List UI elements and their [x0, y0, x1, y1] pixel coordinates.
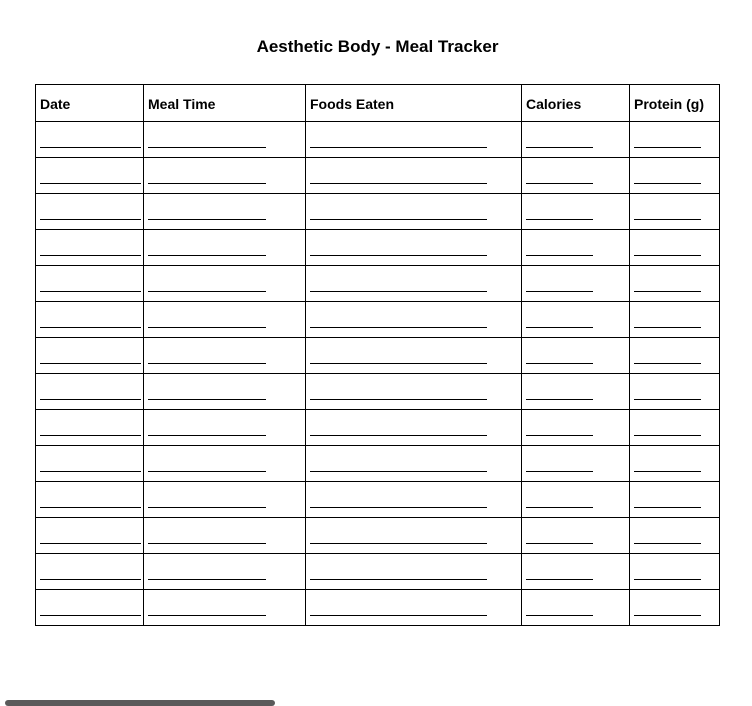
- fill-in-line: [526, 435, 593, 436]
- fill-in-line: [310, 363, 487, 364]
- cell-date[interactable]: [36, 158, 144, 194]
- column-header-foods-eaten: Foods Eaten: [306, 85, 522, 122]
- cell-protein[interactable]: [630, 194, 720, 230]
- cell-foods-eaten[interactable]: [306, 590, 522, 626]
- table-row: [36, 518, 720, 554]
- cell-date[interactable]: [36, 302, 144, 338]
- cell-foods-eaten[interactable]: [306, 302, 522, 338]
- cell-calories[interactable]: [522, 554, 630, 590]
- table-row: [36, 446, 720, 482]
- fill-in-line: [526, 615, 593, 616]
- fill-in-line: [634, 615, 701, 616]
- table-row: [36, 590, 720, 626]
- fill-in-line: [310, 399, 487, 400]
- fill-in-line: [634, 291, 701, 292]
- cell-foods-eaten[interactable]: [306, 194, 522, 230]
- fill-in-line: [310, 183, 487, 184]
- fill-in-line: [40, 399, 141, 400]
- cell-date[interactable]: [36, 446, 144, 482]
- fill-in-line: [148, 363, 266, 364]
- cell-calories[interactable]: [522, 122, 630, 158]
- fill-in-line: [526, 507, 593, 508]
- cell-date[interactable]: [36, 266, 144, 302]
- fill-in-line: [526, 399, 593, 400]
- table-row: [36, 158, 720, 194]
- meal-tracker-table: [35, 84, 720, 626]
- fill-in-line: [40, 435, 141, 436]
- cell-calories[interactable]: [522, 410, 630, 446]
- column-header-calories: Calories: [522, 85, 630, 122]
- cell-protein[interactable]: [630, 590, 720, 626]
- cell-calories[interactable]: [522, 302, 630, 338]
- fill-in-line: [310, 255, 487, 256]
- cell-protein[interactable]: [630, 302, 720, 338]
- cell-foods-eaten[interactable]: [306, 374, 522, 410]
- fill-in-line: [148, 147, 266, 148]
- fill-in-line: [310, 543, 487, 544]
- cell-date[interactable]: [36, 122, 144, 158]
- cell-foods-eaten[interactable]: [306, 230, 522, 266]
- table-row: [36, 230, 720, 266]
- cell-date[interactable]: [36, 590, 144, 626]
- fill-in-line: [634, 219, 701, 220]
- fill-in-line: [634, 399, 701, 400]
- cell-meal-time[interactable]: [144, 554, 306, 590]
- fill-in-line: [634, 363, 701, 364]
- fill-in-line: [310, 615, 487, 616]
- fill-in-line: [148, 507, 266, 508]
- fill-in-line: [148, 183, 266, 184]
- cell-foods-eaten[interactable]: [306, 266, 522, 302]
- fill-in-line: [40, 615, 141, 616]
- fill-in-line: [148, 543, 266, 544]
- table-header-row: [36, 85, 720, 122]
- fill-in-line: [526, 543, 593, 544]
- fill-in-line: [526, 255, 593, 256]
- fill-in-line: [40, 507, 141, 508]
- cell-protein[interactable]: [630, 338, 720, 374]
- cell-meal-time[interactable]: [144, 482, 306, 518]
- horizontal-scrollbar[interactable]: [5, 700, 275, 706]
- cell-calories[interactable]: [522, 194, 630, 230]
- fill-in-line: [526, 327, 593, 328]
- fill-in-line: [310, 219, 487, 220]
- cell-calories[interactable]: [522, 266, 630, 302]
- cell-foods-eaten[interactable]: [306, 518, 522, 554]
- cell-meal-time[interactable]: [144, 122, 306, 158]
- table-row: [36, 338, 720, 374]
- cell-protein[interactable]: [630, 518, 720, 554]
- fill-in-line: [634, 147, 701, 148]
- cell-meal-time[interactable]: [144, 446, 306, 482]
- cell-date[interactable]: [36, 554, 144, 590]
- cell-foods-eaten[interactable]: [306, 482, 522, 518]
- cell-calories[interactable]: [522, 230, 630, 266]
- cell-protein[interactable]: [630, 158, 720, 194]
- cell-calories[interactable]: [522, 158, 630, 194]
- cell-meal-time[interactable]: [144, 338, 306, 374]
- cell-date[interactable]: [36, 410, 144, 446]
- table-row: [36, 410, 720, 446]
- fill-in-line: [40, 579, 141, 580]
- fill-in-line: [310, 507, 487, 508]
- fill-in-line: [310, 291, 487, 292]
- fill-in-line: [526, 363, 593, 364]
- fill-in-line: [148, 219, 266, 220]
- fill-in-line: [40, 327, 141, 328]
- table-row: [36, 374, 720, 410]
- fill-in-line: [526, 291, 593, 292]
- fill-in-line: [148, 399, 266, 400]
- cell-meal-time[interactable]: [144, 590, 306, 626]
- fill-in-line: [634, 255, 701, 256]
- cell-foods-eaten[interactable]: [306, 338, 522, 374]
- fill-in-line: [634, 543, 701, 544]
- fill-in-line: [526, 147, 593, 148]
- table-row: [36, 554, 720, 590]
- cell-protein[interactable]: [630, 374, 720, 410]
- fill-in-line: [310, 471, 487, 472]
- fill-in-line: [40, 543, 141, 544]
- table-body: [36, 122, 720, 626]
- cell-meal-time[interactable]: [144, 410, 306, 446]
- fill-in-line: [310, 327, 487, 328]
- cell-meal-time[interactable]: [144, 518, 306, 554]
- fill-in-line: [148, 327, 266, 328]
- column-header-date: Date: [36, 85, 144, 122]
- table-row: [36, 266, 720, 302]
- fill-in-line: [310, 435, 487, 436]
- cell-meal-time[interactable]: [144, 374, 306, 410]
- cell-foods-eaten[interactable]: [306, 410, 522, 446]
- fill-in-line: [526, 183, 593, 184]
- fill-in-line: [40, 291, 141, 292]
- fill-in-line: [634, 435, 701, 436]
- cell-foods-eaten[interactable]: [306, 446, 522, 482]
- column-header-meal-time: Meal Time: [144, 85, 306, 122]
- cell-meal-time[interactable]: [144, 158, 306, 194]
- cell-meal-time[interactable]: [144, 266, 306, 302]
- fill-in-line: [148, 579, 266, 580]
- cell-meal-time[interactable]: [144, 302, 306, 338]
- fill-in-line: [148, 255, 266, 256]
- fill-in-line: [40, 363, 141, 364]
- fill-in-line: [40, 147, 141, 148]
- fill-in-line: [526, 471, 593, 472]
- cell-calories[interactable]: [522, 518, 630, 554]
- fill-in-line: [148, 291, 266, 292]
- fill-in-line: [310, 147, 487, 148]
- cell-calories[interactable]: [522, 590, 630, 626]
- fill-in-line: [148, 435, 266, 436]
- cell-calories[interactable]: [522, 446, 630, 482]
- table-row: [36, 482, 720, 518]
- cell-protein[interactable]: [630, 482, 720, 518]
- cell-foods-eaten[interactable]: [306, 158, 522, 194]
- page-title: Aesthetic Body - Meal Tracker: [256, 37, 499, 56]
- cell-protein[interactable]: [630, 446, 720, 482]
- cell-calories[interactable]: [522, 374, 630, 410]
- fill-in-line: [634, 507, 701, 508]
- column-header-protein: Protein (g): [630, 85, 720, 122]
- cell-foods-eaten[interactable]: [306, 122, 522, 158]
- cell-calories[interactable]: [522, 338, 630, 374]
- cell-protein[interactable]: [630, 122, 720, 158]
- cell-date[interactable]: [36, 374, 144, 410]
- fill-in-line: [148, 615, 266, 616]
- cell-protein[interactable]: [630, 554, 720, 590]
- table-row: [36, 194, 720, 230]
- cell-foods-eaten[interactable]: [306, 554, 522, 590]
- fill-in-line: [526, 579, 593, 580]
- cell-date[interactable]: [36, 518, 144, 554]
- cell-calories[interactable]: [522, 482, 630, 518]
- fill-in-line: [310, 579, 487, 580]
- cell-date[interactable]: [36, 338, 144, 374]
- fill-in-line: [526, 219, 593, 220]
- fill-in-line: [40, 219, 141, 220]
- fill-in-line: [634, 471, 701, 472]
- cell-protein[interactable]: [630, 230, 720, 266]
- table-row: [36, 122, 720, 158]
- fill-in-line: [40, 471, 141, 472]
- cell-date[interactable]: [36, 230, 144, 266]
- fill-in-line: [634, 327, 701, 328]
- cell-protein[interactable]: [630, 266, 720, 302]
- fill-in-line: [148, 471, 266, 472]
- fill-in-line: [634, 579, 701, 580]
- cell-date[interactable]: [36, 482, 144, 518]
- table-row: [36, 302, 720, 338]
- fill-in-line: [634, 183, 701, 184]
- cell-protein[interactable]: [630, 410, 720, 446]
- cell-meal-time[interactable]: [144, 230, 306, 266]
- fill-in-line: [40, 183, 141, 184]
- fill-in-line: [40, 255, 141, 256]
- cell-meal-time[interactable]: [144, 194, 306, 230]
- cell-date[interactable]: [36, 194, 144, 230]
